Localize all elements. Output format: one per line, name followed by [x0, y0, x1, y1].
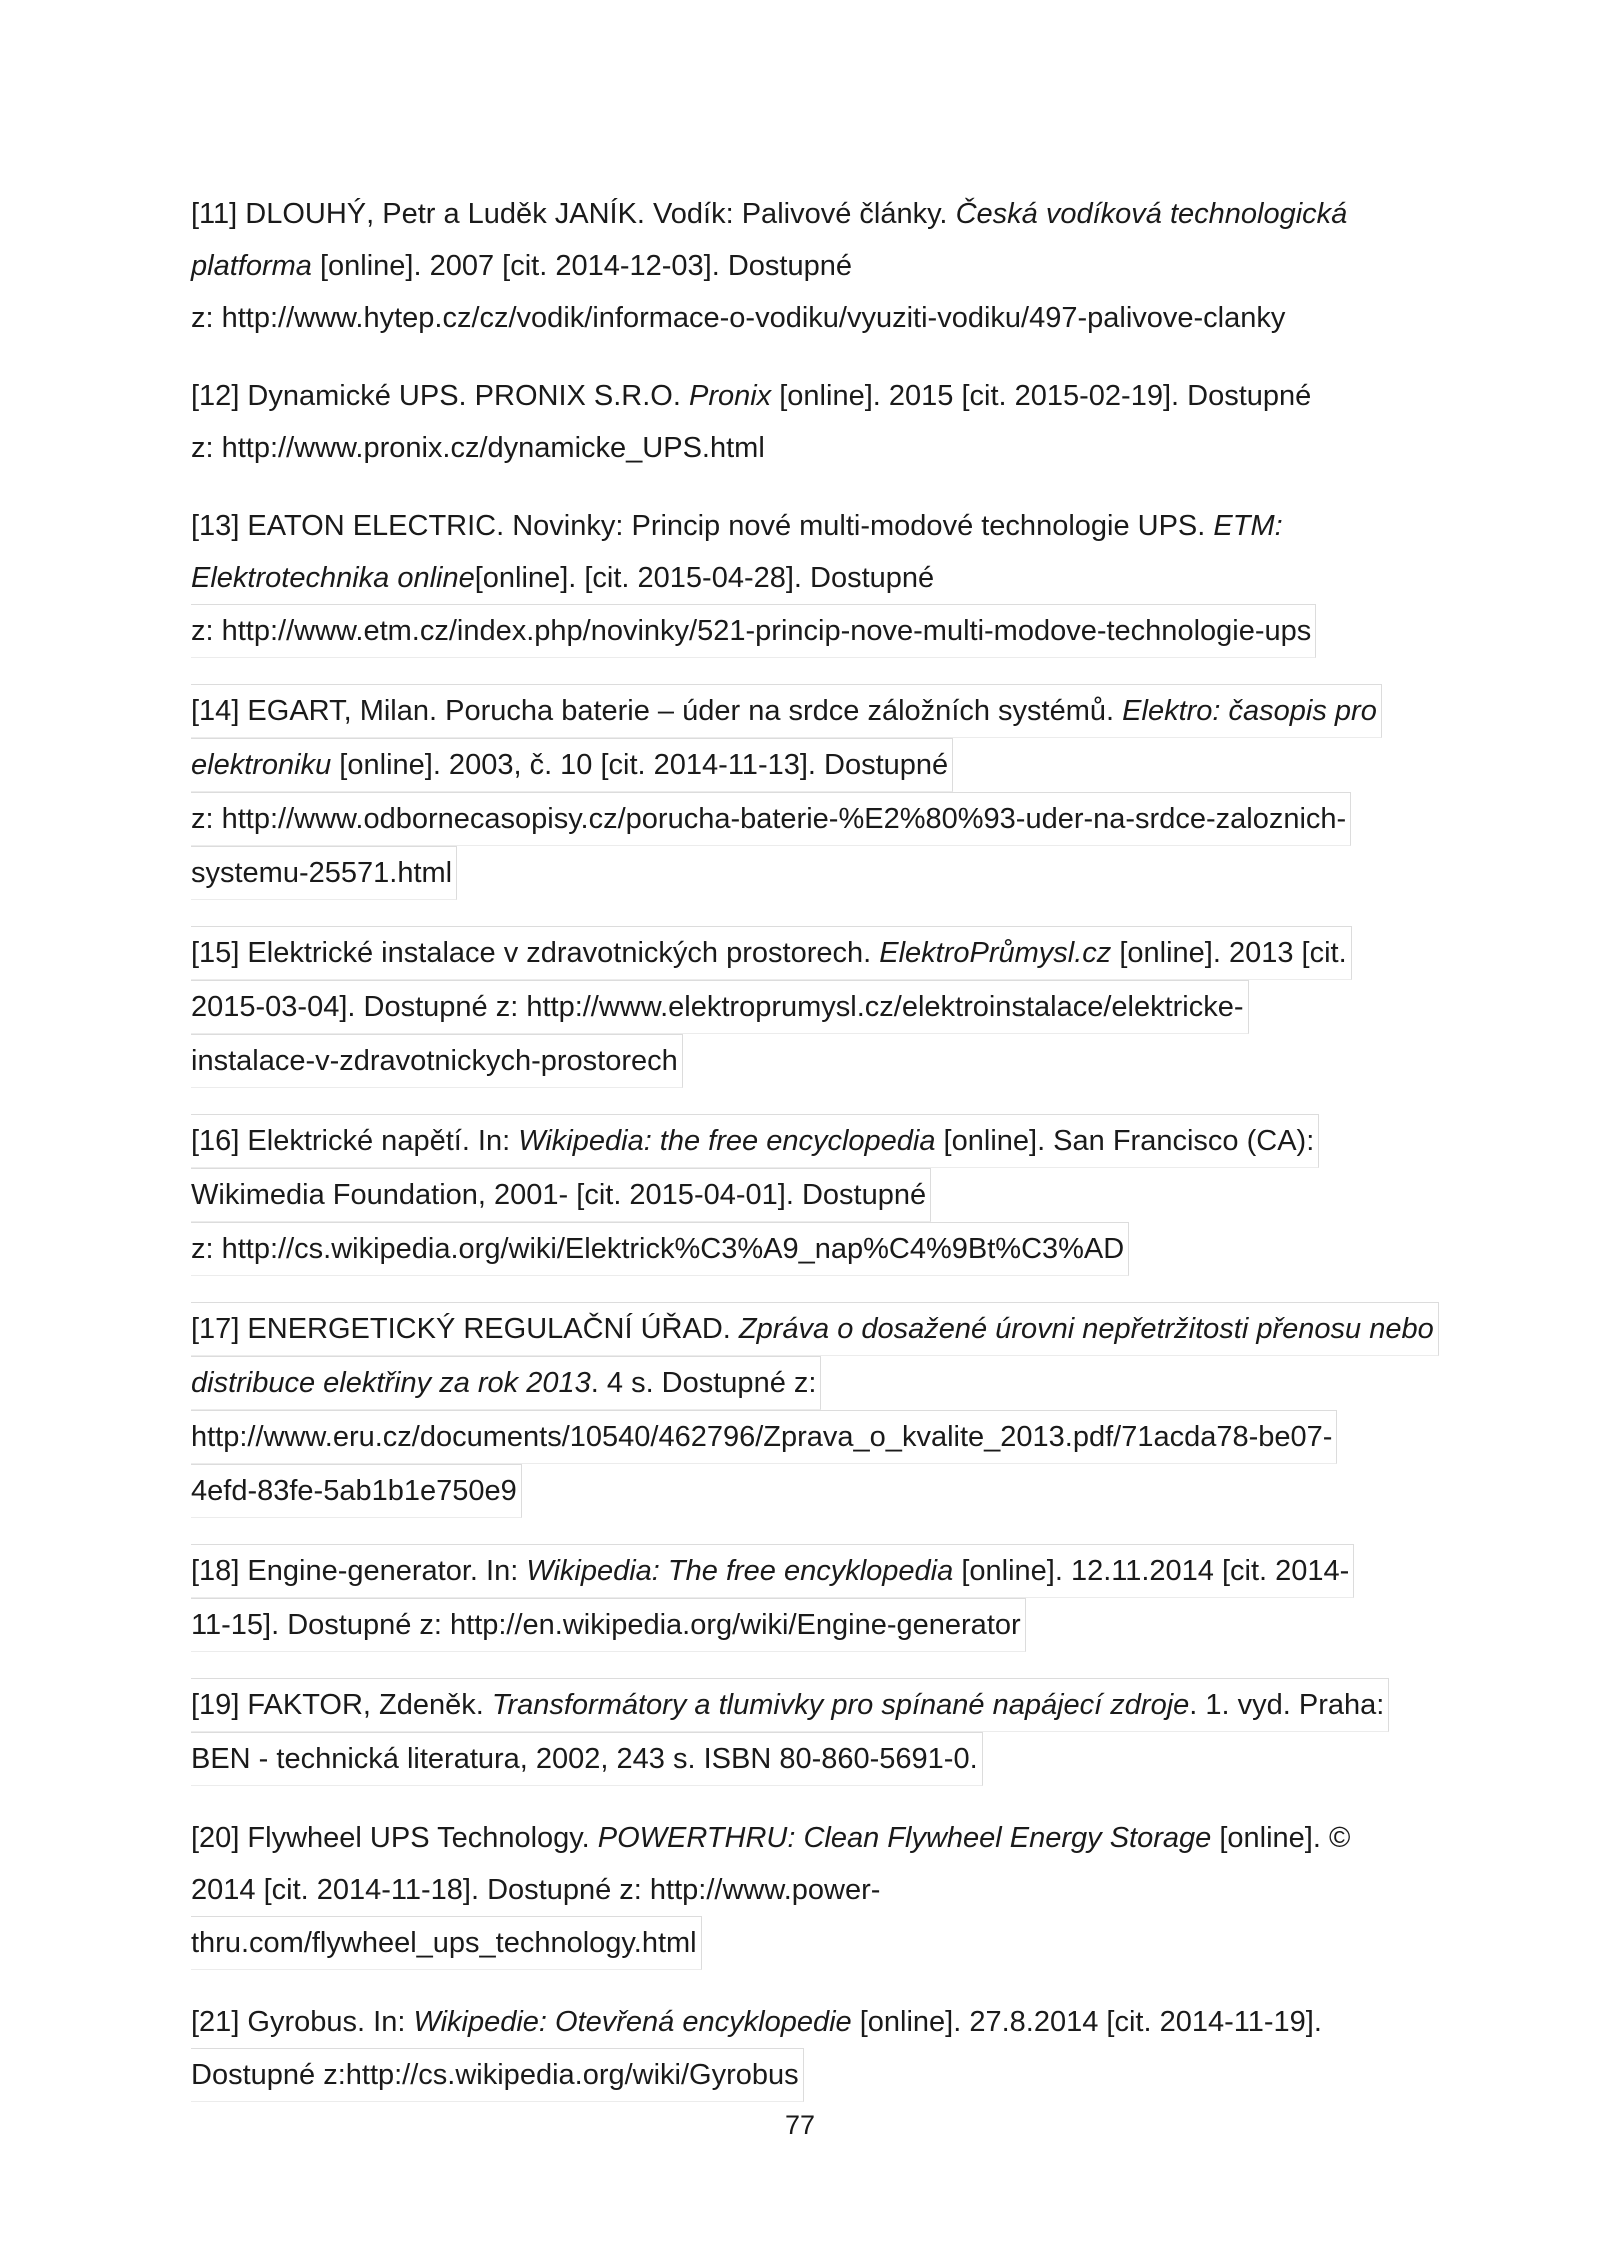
reference-entry — [191, 1678, 1421, 1786]
reference-line — [191, 792, 1351, 846]
reference-text: [14] EGART, Milan. Porucha baterie – úder na srdce záložních systémů. — [191, 695, 1123, 727]
reference-text: [online]. 2007 [cit. 2014-12-03]. Dostupné — [311, 250, 852, 282]
reference-line — [191, 188, 1421, 240]
reference-text: [13] EATON ELECTRIC. Novinky: Princip nové multi-modové technologie UPS. — [191, 510, 1214, 542]
reference-line — [191, 1034, 683, 1088]
reference-line — [191, 2048, 804, 2102]
reference-text: systemu-25571.html — [191, 857, 453, 889]
reference-italic-text: ETM: — [1213, 510, 1283, 542]
reference-text: [online]. 12.11.2014 [cit. 2014- — [953, 1555, 1350, 1587]
reference-text: [online]. © — [1211, 1822, 1351, 1854]
reference-text: [19] FAKTOR, Zdeněk. — [191, 1689, 492, 1721]
reference-text: [online]. 2003, č. 10 [cit. 2014-11-13]. Dostupné — [331, 749, 949, 781]
reference-entry — [191, 370, 1421, 474]
reference-text: z: http://www.etm.cz/index.php/novinky/521-princip-nove-multi-modove-technologie-ups — [191, 615, 1312, 647]
reference-list — [191, 188, 1434, 2128]
reference-line — [191, 422, 1421, 474]
reference-text: Wikimedia Foundation, 2001- [cit. 2015-04-01]. Dostupné — [191, 1179, 927, 1211]
reference-line — [191, 1864, 1421, 1916]
reference-italic-text: Elektro: časopis pro — [1122, 695, 1377, 727]
reference-line — [191, 1812, 1421, 1864]
reference-text: [12] Dynamické UPS. PRONIX S.R.O. — [191, 380, 689, 412]
reference-italic-text: POWERTHRU: Clean Flywheel Energy Storage — [597, 1822, 1212, 1854]
reference-line — [191, 240, 1421, 292]
reference-text: [online]. [cit. 2015-04-28]. Dostupné — [474, 562, 935, 594]
reference-text: 2015-03-04]. Dostupné z: http://www.elektroprumysl.cz/elektroinstalace/elektricke- — [191, 991, 1244, 1023]
reference-line — [191, 1114, 1319, 1168]
reference-text: [16] Elektrické napětí. In: — [191, 1125, 519, 1157]
reference-entry — [191, 684, 1421, 900]
reference-line — [191, 500, 1421, 552]
reference-text: . 1. vyd. Praha: — [1189, 1689, 1385, 1721]
reference-text: z: http://www.pronix.cz/dynamicke_UPS.html — [191, 432, 765, 464]
reference-italic-text: ElektroPrůmysl.cz — [879, 937, 1112, 969]
reference-line — [191, 738, 953, 792]
reference-text: thru.com/flywheel_ups_technology.html — [191, 1927, 697, 1959]
reference-entry — [191, 1996, 1421, 2102]
reference-entry — [191, 188, 1421, 344]
reference-line — [191, 1410, 1337, 1464]
reference-line — [191, 980, 1249, 1034]
reference-text: z: http://www.odbornecasopisy.cz/porucha-baterie-%E2%80%93-uder-na-srdce-zaloznich- — [191, 803, 1347, 835]
reference-text: [20] Flywheel UPS Technology. — [191, 1822, 598, 1854]
reference-text: z: http://cs.wikipedia.org/wiki/Elektrick%C3%A9_nap%C4%9Bt%C3%AD — [191, 1233, 1125, 1265]
reference-entry — [191, 1812, 1421, 1970]
reference-text: [online]. 27.8.2014 [cit. 2014-11-19]. — [851, 2006, 1322, 2038]
reference-entry — [191, 1544, 1421, 1652]
reference-line — [191, 604, 1316, 658]
reference-entry — [191, 926, 1421, 1088]
reference-text: [15] Elektrické instalace v zdravotnických prostorech. — [191, 937, 880, 969]
reference-italic-text: Pronix — [688, 380, 772, 412]
reference-text: 11-15]. Dostupné z: http://en.wikipedia.org/wiki/Engine-generator — [191, 1609, 1021, 1641]
reference-line — [191, 926, 1352, 980]
reference-text: instalace-v-zdravotnickych-prostorech — [191, 1045, 678, 1077]
reference-line — [191, 292, 1421, 344]
reference-line — [191, 1544, 1354, 1598]
reference-line — [191, 684, 1382, 738]
reference-text: [18] Engine-generator. In: — [191, 1555, 527, 1587]
reference-entry — [191, 1114, 1421, 1276]
reference-italic-text: platforma — [191, 250, 312, 282]
reference-text: [online]. 2013 [cit. — [1111, 937, 1347, 969]
reference-line — [191, 1732, 983, 1786]
reference-italic-text: Česká vodíková technologická — [955, 198, 1348, 230]
reference-line — [191, 1464, 522, 1518]
reference-line — [191, 1356, 821, 1410]
reference-entry — [191, 1302, 1434, 1518]
reference-text: [17] ENERGETICKÝ REGULAČNÍ ÚŘAD. — [191, 1313, 739, 1345]
reference-entry — [191, 500, 1421, 658]
reference-text: http://www.eru.cz/documents/10540/462796/Zprava_o_kvalite_2013.pdf/71acda78-be07- — [191, 1421, 1333, 1453]
reference-italic-text: Transformátory a tlumivky pro spínané napájecí zdroje — [491, 1689, 1190, 1721]
reference-italic-text: Wikipedie: Otevřená encyklopedie — [413, 2006, 852, 2038]
reference-line — [191, 1598, 1026, 1652]
reference-line — [191, 1996, 1421, 2048]
reference-text: BEN - technická literatura, 2002, 243 s. ISBN 80-860-5691-0. — [191, 1743, 978, 1775]
reference-text: 2014 [cit. 2014-11-18]. Dostupné z: http://www.power- — [191, 1874, 881, 1906]
reference-text: [online]. 2015 [cit. 2015-02-19]. Dostupné — [771, 380, 1312, 412]
reference-line — [191, 1222, 1129, 1276]
reference-italic-text: Wikipedia: The free encyklopedia — [526, 1555, 954, 1587]
reference-line — [191, 1302, 1439, 1356]
reference-text: [21] Gyrobus. In: — [191, 2006, 414, 2038]
reference-line — [191, 370, 1421, 422]
reference-italic-text: Zpráva o dosažené úrovni nepřetržitosti přenosu nebo — [738, 1313, 1434, 1345]
reference-italic-text: elektroniku — [191, 749, 332, 781]
reference-italic-text: distribuce elektřiny za rok 2013 — [191, 1367, 591, 1399]
reference-text: [online]. San Francisco (CA): — [935, 1125, 1315, 1157]
reference-line — [191, 1678, 1389, 1732]
reference-line — [191, 846, 457, 900]
reference-text: z: http://www.hytep.cz/cz/vodik/informace-o-vodiku/vyuziti-vodiku/497-palivove-clanky — [191, 302, 1286, 334]
reference-italic-text: Wikipedia: the free encyclopedia — [518, 1125, 936, 1157]
reference-line — [191, 1916, 702, 1970]
reference-text: [11] DLOUHÝ, Petr a Luděk JANÍK. Vodík: Palivové články. — [191, 198, 956, 230]
reference-text: Dostupné z:http://cs.wikipedia.org/wiki/Gyrobus — [191, 2059, 799, 2091]
page-number: 77 — [784, 2110, 816, 2140]
reference-italic-text: Elektrotechnika online — [191, 562, 475, 594]
reference-text: . 4 s. Dostupné z: — [590, 1367, 817, 1399]
reference-text: 4efd-83fe-5ab1b1e750e9 — [191, 1475, 517, 1507]
reference-line — [191, 552, 1421, 604]
reference-line — [191, 1168, 931, 1222]
